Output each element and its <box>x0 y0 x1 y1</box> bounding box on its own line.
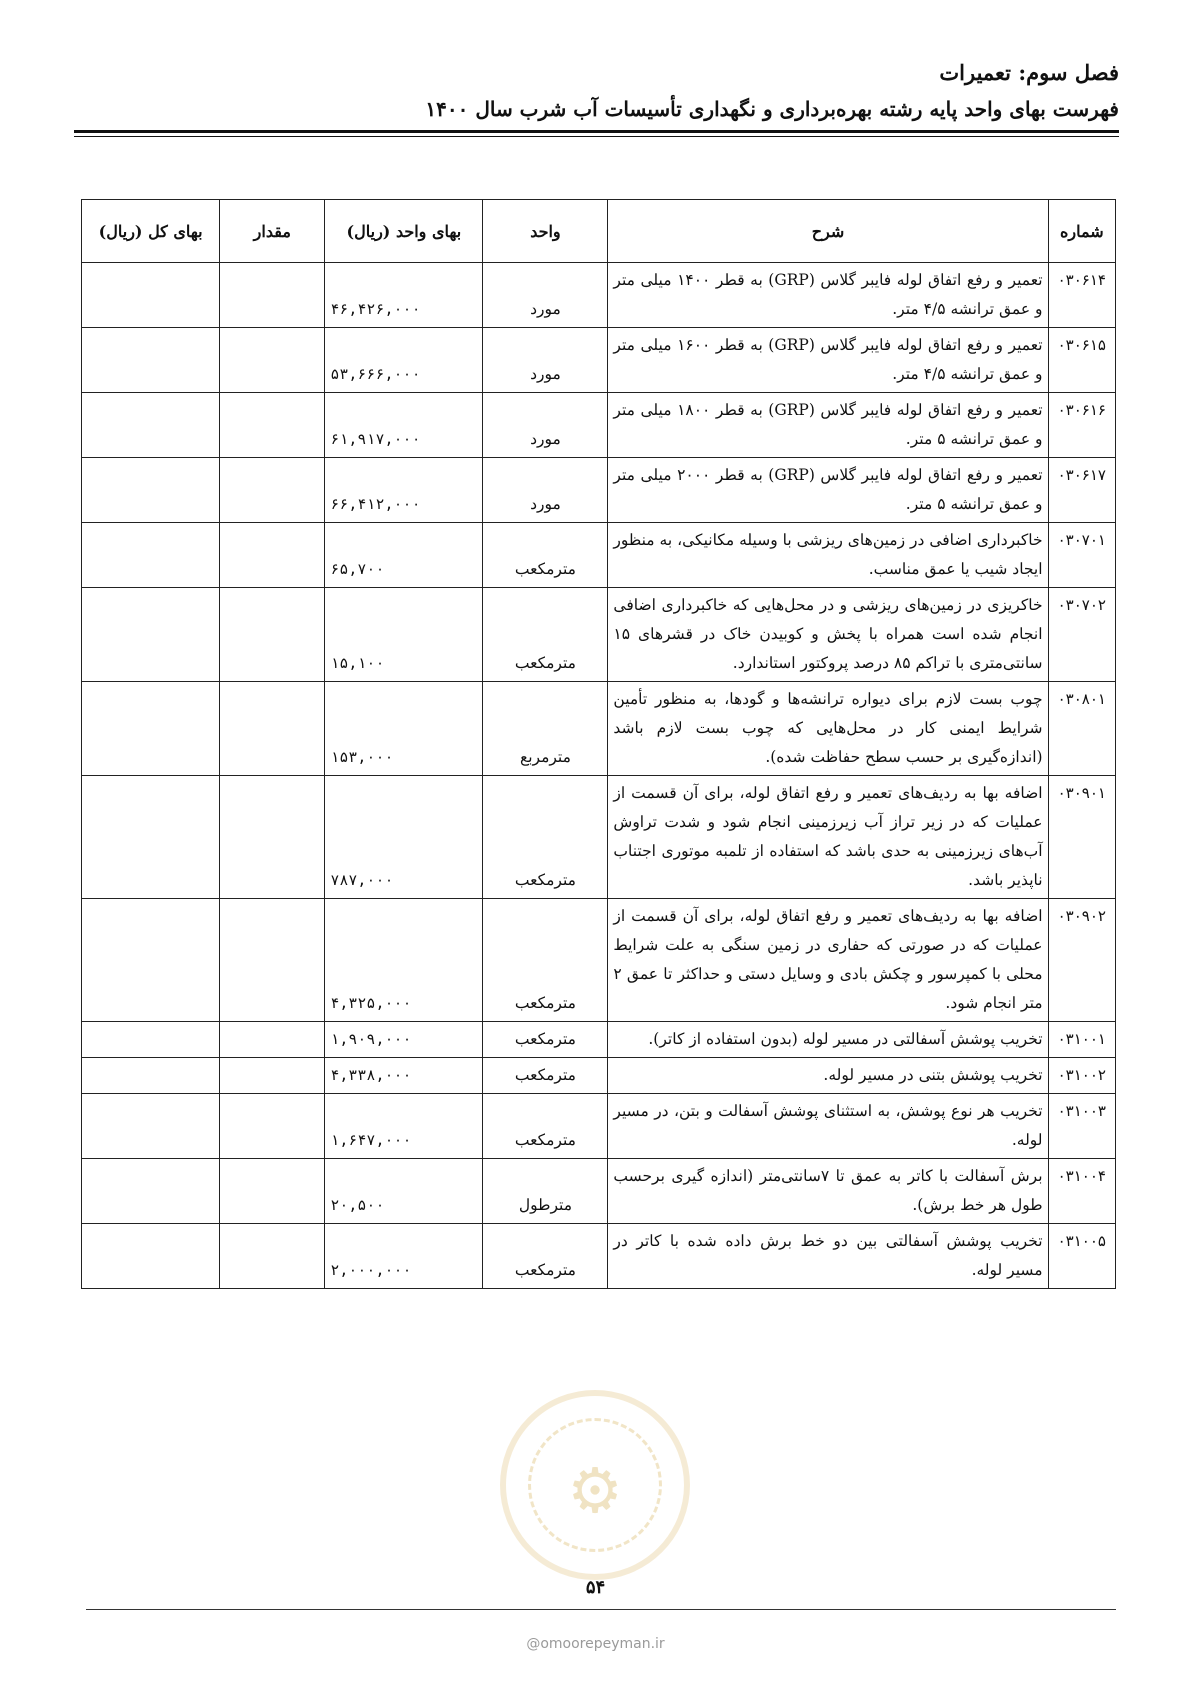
row-unit: مترطول <box>483 1159 608 1224</box>
row-unit-price: ۶۱,۹۱۷,۰۰۰ <box>325 393 483 458</box>
table-row <box>82 776 1116 899</box>
row-total <box>82 1224 220 1289</box>
row-unit-price: ۵۳,۶۶۶,۰۰۰ <box>325 328 483 393</box>
header-rule-thin <box>74 136 1119 137</box>
row-total <box>82 588 220 682</box>
row-description: تخریب پوشش آسفالتی بین دو خط برش داده شده با کاتر در مسیر لوله. <box>608 1224 1048 1289</box>
footer-rule <box>86 1609 1116 1610</box>
row-unit-price: ۱۵۳,۰۰۰ <box>325 682 483 776</box>
row-quantity <box>220 588 325 682</box>
row-unit-price: ۴,۳۲۵,۰۰۰ <box>325 899 483 1022</box>
row-code: ۰۳۰۷۰۱ <box>1048 523 1115 588</box>
column-header-unit: واحد <box>483 200 608 263</box>
row-unit-price: ۲۰,۵۰۰ <box>325 1159 483 1224</box>
row-unit: مترمکعب <box>483 899 608 1022</box>
row-unit: مترمکعب <box>483 523 608 588</box>
row-code: ۰۳۱۰۰۳ <box>1048 1094 1115 1159</box>
table-row <box>82 263 1116 328</box>
row-quantity <box>220 458 325 523</box>
table-row <box>82 1224 1116 1289</box>
row-total <box>82 263 220 328</box>
row-unit: مترمربع <box>483 682 608 776</box>
row-description: اضافه بها به ردیف‌های تعمیر و رفع اتفاق لوله، برای آن قسمت از عملیات که در صورتی که حفاری در زمین سنگی به علت شرایط محلی با کمپرسور و چکش بادی و وسایل دستی و حداکثر تا عمق ۲ متر انجام شود. <box>608 899 1048 1022</box>
row-unit-price: ۱۵,۱۰۰ <box>325 588 483 682</box>
table-row <box>82 682 1116 776</box>
row-total <box>82 328 220 393</box>
row-code: ۰۳۱۰۰۴ <box>1048 1159 1115 1224</box>
row-quantity <box>220 523 325 588</box>
row-unit: مورد <box>483 263 608 328</box>
row-total <box>82 1058 220 1094</box>
table-row <box>82 458 1116 523</box>
row-total <box>82 1159 220 1224</box>
table-row <box>82 1094 1116 1159</box>
column-header-code: شماره <box>1048 200 1115 263</box>
row-total <box>82 776 220 899</box>
row-unit-price: ۶۶,۴۱۲,۰۰۰ <box>325 458 483 523</box>
row-quantity <box>220 776 325 899</box>
row-unit-price: ۷۸۷,۰۰۰ <box>325 776 483 899</box>
row-code: ۰۳۰۶۱۴ <box>1048 263 1115 328</box>
row-quantity <box>220 1058 325 1094</box>
row-code: ۰۳۱۰۰۵ <box>1048 1224 1115 1289</box>
row-unit: مورد <box>483 458 608 523</box>
row-description: تخریب پوشش آسفالتی در مسیر لوله (بدون استفاده از کاتر). <box>608 1022 1048 1058</box>
row-unit-price: ۴۶,۴۲۶,۰۰۰ <box>325 263 483 328</box>
row-description: تخریب هر نوع پوشش، به استثنای پوشش آسفالت و بتن، در مسیر لوله. <box>608 1094 1048 1159</box>
row-description: تعمیر و رفع اتفاق لوله فایبر گلاس (GRP) به قطر ۱۶۰۰ میلی متر و عمق ترانشه ۴/۵ متر. <box>608 328 1048 393</box>
document-title: فهرست بهای واحد پایه رشته بهره‌برداری و نگهداری تأسیسات آب شرب سال ۱۴۰۰ <box>425 97 1119 121</box>
column-header-description: شرح <box>608 200 1048 263</box>
row-quantity <box>220 263 325 328</box>
row-description: چوب بست لازم برای دیواره ترانشه‌ها و گودها، به منظور تأمین شرایط ایمنی کار در محل‌هایی که چوب بست لازم باشد (اندازه‌گیری بر حسب سطح حفاظت شده). <box>608 682 1048 776</box>
row-code: ۰۳۰۶۱۶ <box>1048 393 1115 458</box>
row-code: ۰۳۰۹۰۱ <box>1048 776 1115 899</box>
row-unit: مترمکعب <box>483 1022 608 1058</box>
row-code: ۰۳۰۸۰۱ <box>1048 682 1115 776</box>
row-unit-price: ۲,۰۰۰,۰۰۰ <box>325 1224 483 1289</box>
row-quantity <box>220 328 325 393</box>
row-code: ۰۳۰۷۰۲ <box>1048 588 1115 682</box>
row-description: تعمیر و رفع اتفاق لوله فایبر گلاس (GRP) به قطر ۲۰۰۰ میلی متر و عمق ترانشه ۵ متر. <box>608 458 1048 523</box>
table-row <box>82 393 1116 458</box>
row-description: تخریب پوشش بتنی در مسیر لوله. <box>608 1058 1048 1094</box>
table-row <box>82 588 1116 682</box>
row-unit: مترمکعب <box>483 1058 608 1094</box>
row-unit-price: ۴,۳۳۸,۰۰۰ <box>325 1058 483 1094</box>
row-code: ۰۳۱۰۰۱ <box>1048 1022 1115 1058</box>
column-header-quantity: مقدار <box>220 200 325 263</box>
row-quantity <box>220 1159 325 1224</box>
row-description: برش آسفالت با کاتر به عمق تا ۷سانتی‌متر (اندازه گیری برحسب طول هر خط برش). <box>608 1159 1048 1224</box>
row-unit: مترمکعب <box>483 1224 608 1289</box>
header-rule-thick <box>74 130 1119 133</box>
row-code: ۰۳۰۶۱۵ <box>1048 328 1115 393</box>
row-total <box>82 899 220 1022</box>
column-header-unit-price: بهای واحد (ریال) <box>325 200 483 263</box>
watermark-seal <box>500 1390 690 1580</box>
page-number: ۵۴ <box>585 1577 606 1598</box>
table-row <box>82 1159 1116 1224</box>
row-code: ۰۳۱۰۰۲ <box>1048 1058 1115 1094</box>
row-quantity <box>220 1022 325 1058</box>
row-description: خاکریزی در زمین‌های ریزشی و در محل‌هایی که خاکبرداری اضافی انجام شده است همراه با پخش و کوبیدن خاک در قشرهای ۱۵ سانتی‌متری با تراکم ۸۵ درصد پروکتور استاندارد. <box>608 588 1048 682</box>
row-code: ۰۳۰۶۱۷ <box>1048 458 1115 523</box>
row-unit: مورد <box>483 328 608 393</box>
row-unit-price: ۱,۹۰۹,۰۰۰ <box>325 1022 483 1058</box>
row-quantity <box>220 1094 325 1159</box>
row-unit-price: ۱,۶۴۷,۰۰۰ <box>325 1094 483 1159</box>
price-list-table <box>81 199 1116 1289</box>
row-unit: مترمکعب <box>483 588 608 682</box>
row-unit: مترمکعب <box>483 776 608 899</box>
footer-credit: @omoorepeyman.ir <box>526 1636 665 1652</box>
table-row <box>82 1058 1116 1094</box>
row-quantity <box>220 393 325 458</box>
table-row <box>82 523 1116 588</box>
row-quantity <box>220 1224 325 1289</box>
row-description: تعمیر و رفع اتفاق لوله فایبر گلاس (GRP) به قطر ۱۴۰۰ میلی متر و عمق ترانشه ۴/۵ متر. <box>608 263 1048 328</box>
table-row <box>82 328 1116 393</box>
table-body <box>82 263 1116 1289</box>
table-header-row <box>82 200 1116 263</box>
row-description: خاکبرداری اضافی در زمین‌های ریزشی با وسیله مکانیکی، به منظور ایجاد شیب یا عمق مناسب. <box>608 523 1048 588</box>
column-header-total: بهای کل (ریال) <box>82 200 220 263</box>
row-description: اضافه بها به ردیف‌های تعمیر و رفع اتفاق لوله، برای آن قسمت از عملیات که در زیر تراز آب زیرزمینی انجام شود و شدت تراوش آب‌های زیرزمینی به حدی باشد که استفاده از تلمبه موتوری اجتناب ناپذیر باشد. <box>608 776 1048 899</box>
row-unit: مورد <box>483 393 608 458</box>
row-total <box>82 393 220 458</box>
row-quantity <box>220 682 325 776</box>
row-description: تعمیر و رفع اتفاق لوله فایبر گلاس (GRP) به قطر ۱۸۰۰ میلی متر و عمق ترانشه ۵ متر. <box>608 393 1048 458</box>
row-code: ۰۳۰۹۰۲ <box>1048 899 1115 1022</box>
table-row <box>82 1022 1116 1058</box>
row-total <box>82 458 220 523</box>
table-row <box>82 899 1116 1022</box>
row-unit: مترمکعب <box>483 1094 608 1159</box>
row-total <box>82 523 220 588</box>
chapter-title: فصل سوم: تعمیرات <box>939 60 1119 85</box>
row-total <box>82 1022 220 1058</box>
row-total <box>82 1094 220 1159</box>
row-total <box>82 682 220 776</box>
page-header <box>74 58 1119 124</box>
row-quantity <box>220 899 325 1022</box>
row-unit-price: ۶۵,۷۰۰ <box>325 523 483 588</box>
